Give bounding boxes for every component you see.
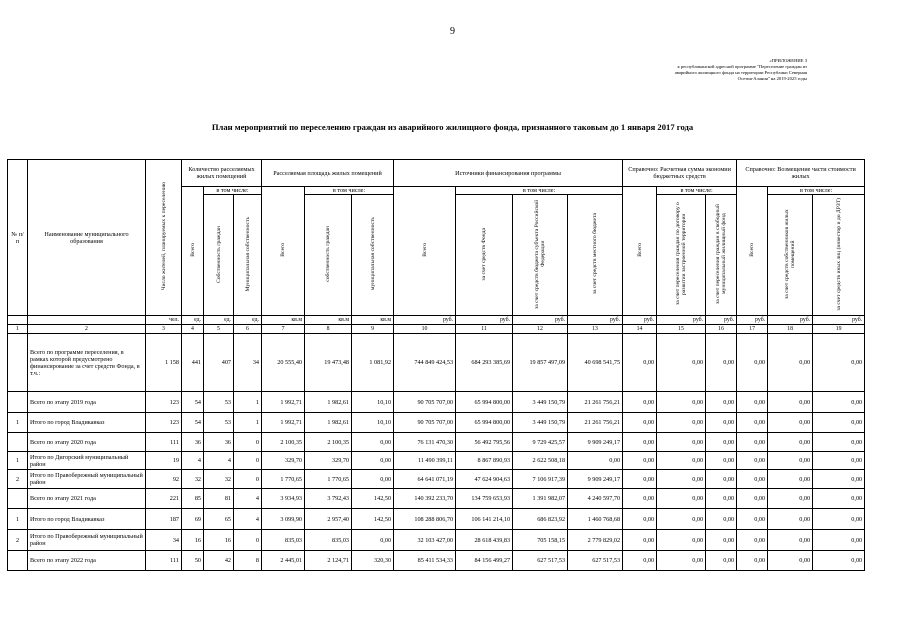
- column-index-cell: 17: [737, 325, 768, 334]
- row-name: Всего по этапу 2022 года: [28, 551, 146, 571]
- row-name: Всего по программе переселения, в рамках которой предусмотрено финансирование за счет средств Фонда, в т.ч.:: [28, 334, 146, 392]
- row-value: 3 792,43: [305, 489, 352, 509]
- column-index-cell: 10: [394, 325, 456, 334]
- row-value: 4: [234, 509, 262, 530]
- header-area-total: Всего: [262, 187, 305, 316]
- row-value: 53: [204, 413, 234, 433]
- row-value: 142,50: [352, 489, 394, 509]
- row-value: 0,00: [706, 334, 737, 392]
- row-value: 36: [204, 433, 234, 452]
- header-incl: в том числе:: [204, 187, 262, 195]
- unit-cell: кв.м: [305, 316, 352, 325]
- header-municipal-area: муниципальная собственность: [352, 195, 394, 316]
- appendix-line: к республиканской адресной программе "Переселение граждан из: [677, 64, 807, 69]
- row-value: 1 982,61: [305, 413, 352, 433]
- row-number: [8, 334, 28, 392]
- row-value: 7 106 917,39: [513, 470, 568, 489]
- row-value: 0,00: [623, 452, 657, 470]
- row-value: 0,00: [657, 509, 706, 530]
- row-value: 40 698 541,75: [568, 334, 623, 392]
- row-value: 36: [182, 433, 204, 452]
- row-value: 0,00: [813, 413, 865, 433]
- page-number: 9: [450, 26, 455, 37]
- row-value: 2 124,71: [305, 551, 352, 571]
- row-value: 0,00: [813, 489, 865, 509]
- row-value: 92: [146, 470, 182, 489]
- row-value: 744 849 424,53: [394, 334, 456, 392]
- row-value: 85 411 534,33: [394, 551, 456, 571]
- row-value: 0,00: [352, 470, 394, 489]
- column-index-cell: 16: [706, 325, 737, 334]
- row-value: 187: [146, 509, 182, 530]
- row-value: 0,00: [657, 489, 706, 509]
- row-value: 0,00: [737, 530, 768, 551]
- row-value: 3 449 150,79: [513, 413, 568, 433]
- row-value: 8: [234, 551, 262, 571]
- row-value: 0,00: [623, 470, 657, 489]
- row-value: 0,00: [737, 470, 768, 489]
- row-value: 19 857 497,09: [513, 334, 568, 392]
- row-value: 69: [182, 509, 204, 530]
- row-value: 111: [146, 433, 182, 452]
- unit-cell: [8, 316, 28, 325]
- row-value: 705 158,15: [513, 530, 568, 551]
- row-value: 0,00: [813, 334, 865, 392]
- header-savings-group: Справочно: Расчетная сумма экономии бюджетных средств: [623, 160, 737, 187]
- row-value: 0: [234, 470, 262, 489]
- row-value: 0,00: [706, 392, 737, 413]
- row-value: 9 729 425,57: [513, 433, 568, 452]
- header-comp-total: Всего: [737, 187, 768, 316]
- table-row: [8, 509, 865, 530]
- row-value: 1 770,65: [262, 470, 305, 489]
- row-name: Итого по Дигорский муниципальный район: [28, 452, 146, 470]
- row-value: 0,00: [768, 392, 813, 413]
- header-num: № п/п: [8, 160, 28, 316]
- unit-cell: руб.: [568, 316, 623, 325]
- appendix-line: аварийного жилищного фонда на территории Республики Северная: [674, 70, 807, 75]
- row-value: 0,00: [623, 551, 657, 571]
- row-value: 0,00: [657, 433, 706, 452]
- row-name: Всего по этапу 2020 года: [28, 433, 146, 452]
- row-value: 85: [182, 489, 204, 509]
- column-index-cell: 19: [813, 325, 865, 334]
- column-index-row: [8, 325, 865, 334]
- row-value: 32: [182, 470, 204, 489]
- row-value: 34: [234, 334, 262, 392]
- column-index-cell: 2: [28, 325, 146, 334]
- row-value: 65 994 800,00: [456, 392, 513, 413]
- row-value: 627 517,53: [513, 551, 568, 571]
- row-value: 0,00: [657, 392, 706, 413]
- header-incl: в том числе:: [768, 187, 865, 195]
- row-value: 1 770,65: [305, 470, 352, 489]
- row-value: 2 445,01: [262, 551, 305, 571]
- row-value: 32: [204, 470, 234, 489]
- row-value: 0,00: [768, 551, 813, 571]
- unit-cell: ед.: [234, 316, 262, 325]
- row-value: 0: [234, 452, 262, 470]
- header-savings-development: за счет переселения граждан по договору о развитии застроенной территории: [657, 195, 706, 316]
- row-value: 2 957,40: [305, 509, 352, 530]
- header-own-citizens-area: собственность граждан: [305, 195, 352, 316]
- header-name: Наименование муниципального образования: [28, 160, 146, 316]
- row-value: 0,00: [657, 413, 706, 433]
- row-value: 54: [182, 392, 204, 413]
- row-value: 20 555,40: [262, 334, 305, 392]
- column-index-cell: 13: [568, 325, 623, 334]
- row-value: 0,00: [623, 413, 657, 433]
- column-index-cell: 7: [262, 325, 305, 334]
- row-name: Итого по город Владикавказ: [28, 509, 146, 530]
- row-number: 2: [8, 470, 28, 489]
- row-value: 0,00: [737, 392, 768, 413]
- row-number: 2: [8, 530, 28, 551]
- row-value: 84 156 499,27: [456, 551, 513, 571]
- unit-cell: чел.: [146, 316, 182, 325]
- row-value: 0,00: [813, 509, 865, 530]
- row-value: 64 641 071,19: [394, 470, 456, 489]
- row-value: 56 492 795,56: [456, 433, 513, 452]
- row-value: 0,00: [737, 433, 768, 452]
- header-comp-other: за счет средств иных лиц (инвестор и до ДРЗТ): [813, 195, 865, 316]
- row-value: 0,00: [706, 470, 737, 489]
- column-index-cell: 14: [623, 325, 657, 334]
- appendix-note: [557, 58, 807, 82]
- row-value: 0,00: [657, 334, 706, 392]
- row-value: 65: [204, 509, 234, 530]
- header-incl: в том числе:: [456, 187, 623, 195]
- row-value: 320,30: [352, 551, 394, 571]
- row-value: 0,00: [813, 551, 865, 571]
- unit-cell: руб.: [768, 316, 813, 325]
- unit-cell: руб.: [657, 316, 706, 325]
- row-value: 2 622 508,18: [513, 452, 568, 470]
- row-value: 106 141 214,10: [456, 509, 513, 530]
- row-number: [8, 551, 28, 571]
- unit-cell: руб.: [394, 316, 456, 325]
- table-row: [8, 392, 865, 413]
- units-row: [8, 316, 865, 325]
- row-value: 50: [182, 551, 204, 571]
- row-value: 90 705 707,00: [394, 413, 456, 433]
- row-value: 0,00: [623, 392, 657, 413]
- row-value: 47 624 904,63: [456, 470, 513, 489]
- row-value: 1 992,71: [262, 392, 305, 413]
- row-value: 0,00: [352, 530, 394, 551]
- table-row: [8, 470, 865, 489]
- row-value: 11 490 399,11: [394, 452, 456, 470]
- row-value: 1: [234, 392, 262, 413]
- row-value: 0,00: [768, 489, 813, 509]
- row-value: 0,00: [813, 470, 865, 489]
- header-comp-owners: за счет средств собственников жилых помещений: [768, 195, 813, 316]
- unit-cell: руб.: [813, 316, 865, 325]
- row-value: 1 460 768,68: [568, 509, 623, 530]
- row-value: 0,00: [737, 413, 768, 433]
- row-value: 0,00: [737, 334, 768, 392]
- row-value: 1 391 982,07: [513, 489, 568, 509]
- row-value: 2 100,35: [305, 433, 352, 452]
- row-value: 0,00: [813, 530, 865, 551]
- row-value: 627 517,53: [568, 551, 623, 571]
- row-value: 34: [146, 530, 182, 551]
- header-savings-total: Всего: [623, 187, 657, 316]
- header-incl: в том числе:: [657, 187, 737, 195]
- row-value: 0,00: [706, 530, 737, 551]
- row-value: 0,00: [657, 452, 706, 470]
- row-value: 123: [146, 392, 182, 413]
- row-value: 4: [204, 452, 234, 470]
- row-value: 76 131 470,30: [394, 433, 456, 452]
- row-value: 0,00: [768, 334, 813, 392]
- column-index-cell: 9: [352, 325, 394, 334]
- row-value: 441: [182, 334, 204, 392]
- row-value: 1 992,71: [262, 413, 305, 433]
- header-finance-total: Всего: [394, 187, 456, 316]
- row-value: 0,00: [737, 489, 768, 509]
- header-fund: за счет средств Фонда: [456, 195, 513, 316]
- column-index-cell: 11: [456, 325, 513, 334]
- row-value: 0: [234, 530, 262, 551]
- row-value: 3 099,90: [262, 509, 305, 530]
- unit-cell: [28, 316, 146, 325]
- header-rooms-group: Количество расселяемых жилых помещений: [182, 160, 262, 187]
- row-value: 9 909 249,17: [568, 433, 623, 452]
- row-value: 0,00: [623, 489, 657, 509]
- row-value: 4: [182, 452, 204, 470]
- row-value: 684 293 385,69: [456, 334, 513, 392]
- row-number: 1: [8, 452, 28, 470]
- row-value: 108 288 806,70: [394, 509, 456, 530]
- row-value: 407: [204, 334, 234, 392]
- row-value: 53: [204, 392, 234, 413]
- row-value: 21 261 756,21: [568, 413, 623, 433]
- row-value: 111: [146, 551, 182, 571]
- row-value: 90 705 707,00: [394, 392, 456, 413]
- row-number: 1: [8, 509, 28, 530]
- unit-cell: руб.: [513, 316, 568, 325]
- row-value: 0,00: [706, 433, 737, 452]
- row-value: 2 779 829,02: [568, 530, 623, 551]
- header-area-group: Расселяемая площадь жилых помещений: [262, 160, 394, 187]
- row-value: 0,00: [657, 530, 706, 551]
- row-value: 28 618 439,83: [456, 530, 513, 551]
- row-value: 19: [146, 452, 182, 470]
- row-value: 16: [204, 530, 234, 551]
- row-value: 3 934,93: [262, 489, 305, 509]
- header-savings-free-fund: за счет переселения граждан в свободный муниципальный жилищный фонд: [706, 195, 737, 316]
- document-title: План мероприятий по переселению граждан из аварийного жилищного фонда, признанного таковым до 1 января 2017 года: [211, 122, 694, 132]
- row-value: 8 867 890,93: [456, 452, 513, 470]
- unit-cell: кв.м: [352, 316, 394, 325]
- row-value: 0,00: [706, 551, 737, 571]
- row-value: 329,70: [305, 452, 352, 470]
- row-value: 3 449 150,79: [513, 392, 568, 413]
- row-value: 0,00: [768, 433, 813, 452]
- appendix-line: Осетия-Алания" на 2019-2025 годы: [737, 76, 807, 81]
- column-index-cell: 1: [8, 325, 28, 334]
- header-compensation-group: Справочно: Возмещение части стоимости жилых: [737, 160, 865, 187]
- row-value: 835,03: [305, 530, 352, 551]
- row-value: 0,00: [568, 452, 623, 470]
- unit-cell: руб.: [456, 316, 513, 325]
- header-regional: за счет средств бюджета субъекта Российской Федерации: [513, 195, 568, 316]
- appendix-line: «ПРИЛОЖЕНИЕ 3: [769, 58, 807, 63]
- table-row: [8, 489, 865, 509]
- row-name: Всего по этапу 2019 года: [28, 392, 146, 413]
- column-index-cell: 5: [204, 325, 234, 334]
- row-value: 835,03: [262, 530, 305, 551]
- row-value: 1 982,61: [305, 392, 352, 413]
- row-name: Всего по этапу 2021 года: [28, 489, 146, 509]
- row-value: 0,00: [768, 509, 813, 530]
- row-number: [8, 433, 28, 452]
- table-row: [8, 530, 865, 551]
- row-value: 10,10: [352, 413, 394, 433]
- column-index-cell: 15: [657, 325, 706, 334]
- unit-cell: ед.: [204, 316, 234, 325]
- row-value: 0,00: [813, 452, 865, 470]
- row-value: 54: [182, 413, 204, 433]
- unit-cell: руб.: [623, 316, 657, 325]
- row-value: 0,00: [706, 489, 737, 509]
- row-value: 0,00: [737, 509, 768, 530]
- row-value: 16: [182, 530, 204, 551]
- row-value: 4: [234, 489, 262, 509]
- table-row: [8, 334, 865, 392]
- column-index-cell: 6: [234, 325, 262, 334]
- row-value: 81: [204, 489, 234, 509]
- row-value: 10,10: [352, 392, 394, 413]
- row-name: Итого по город Владикавказ: [28, 413, 146, 433]
- row-value: 0,00: [706, 509, 737, 530]
- row-value: 42: [204, 551, 234, 571]
- column-index-cell: 12: [513, 325, 568, 334]
- header-incl: в том числе:: [305, 187, 394, 195]
- row-value: 0,00: [657, 470, 706, 489]
- row-value: 21 261 756,21: [568, 392, 623, 413]
- row-name: Итого по Правобережный муниципальный район: [28, 530, 146, 551]
- row-value: 142,50: [352, 509, 394, 530]
- row-value: 123: [146, 413, 182, 433]
- row-value: 0,00: [706, 452, 737, 470]
- row-value: 0,00: [768, 470, 813, 489]
- row-value: 140 392 233,70: [394, 489, 456, 509]
- row-value: 2 100,35: [262, 433, 305, 452]
- unit-cell: руб.: [706, 316, 737, 325]
- table-row: [8, 551, 865, 571]
- row-value: 65 994 800,00: [456, 413, 513, 433]
- column-index-cell: 3: [146, 325, 182, 334]
- row-value: 0,00: [352, 433, 394, 452]
- row-value: 19 473,48: [305, 334, 352, 392]
- row-value: 0,00: [737, 452, 768, 470]
- row-value: 0,00: [352, 452, 394, 470]
- row-value: 0,00: [623, 509, 657, 530]
- table-row: [8, 452, 865, 470]
- row-value: 0,00: [813, 392, 865, 413]
- row-value: 0,00: [768, 413, 813, 433]
- table-row: [8, 433, 865, 452]
- column-index-cell: 18: [768, 325, 813, 334]
- row-value: 4 240 597,70: [568, 489, 623, 509]
- row-value: 32 103 427,00: [394, 530, 456, 551]
- row-value: 0,00: [623, 433, 657, 452]
- header-own-citizens: Собственность граждан: [204, 195, 234, 316]
- row-value: 9 909 249,17: [568, 470, 623, 489]
- row-value: 0,00: [737, 551, 768, 571]
- header-residents: Число жителей, планируемых к переселению: [146, 160, 182, 316]
- table-body: [8, 316, 865, 571]
- column-index-cell: 8: [305, 325, 352, 334]
- header-local: за счет средств местного бюджета: [568, 195, 623, 316]
- row-number: 1: [8, 413, 28, 433]
- row-value: 221: [146, 489, 182, 509]
- row-value: 0,00: [623, 530, 657, 551]
- row-value: 1 158: [146, 334, 182, 392]
- unit-cell: кв.м: [262, 316, 305, 325]
- row-number: [8, 392, 28, 413]
- header-finance-group: Источники финансирования программы: [394, 160, 623, 187]
- column-index-cell: 4: [182, 325, 204, 334]
- row-value: 0,00: [813, 433, 865, 452]
- row-value: 134 759 653,93: [456, 489, 513, 509]
- header-rooms-total: Всего: [182, 187, 204, 316]
- header-municipal: Муниципальная собственность: [234, 195, 262, 316]
- table-row: [8, 413, 865, 433]
- row-value: 0,00: [768, 452, 813, 470]
- row-value: 1: [234, 413, 262, 433]
- row-value: 329,70: [262, 452, 305, 470]
- unit-cell: руб.: [737, 316, 768, 325]
- row-number: [8, 489, 28, 509]
- row-value: 0,00: [623, 334, 657, 392]
- row-value: 1 081,92: [352, 334, 394, 392]
- row-value: 0: [234, 433, 262, 452]
- row-value: 0,00: [657, 551, 706, 571]
- row-value: 0,00: [768, 530, 813, 551]
- row-name: Итого по Правобережный муниципальный район: [28, 470, 146, 489]
- row-value: 0,00: [706, 413, 737, 433]
- resettlement-plan-table: [7, 159, 865, 571]
- unit-cell: ед.: [182, 316, 204, 325]
- row-value: 686 823,92: [513, 509, 568, 530]
